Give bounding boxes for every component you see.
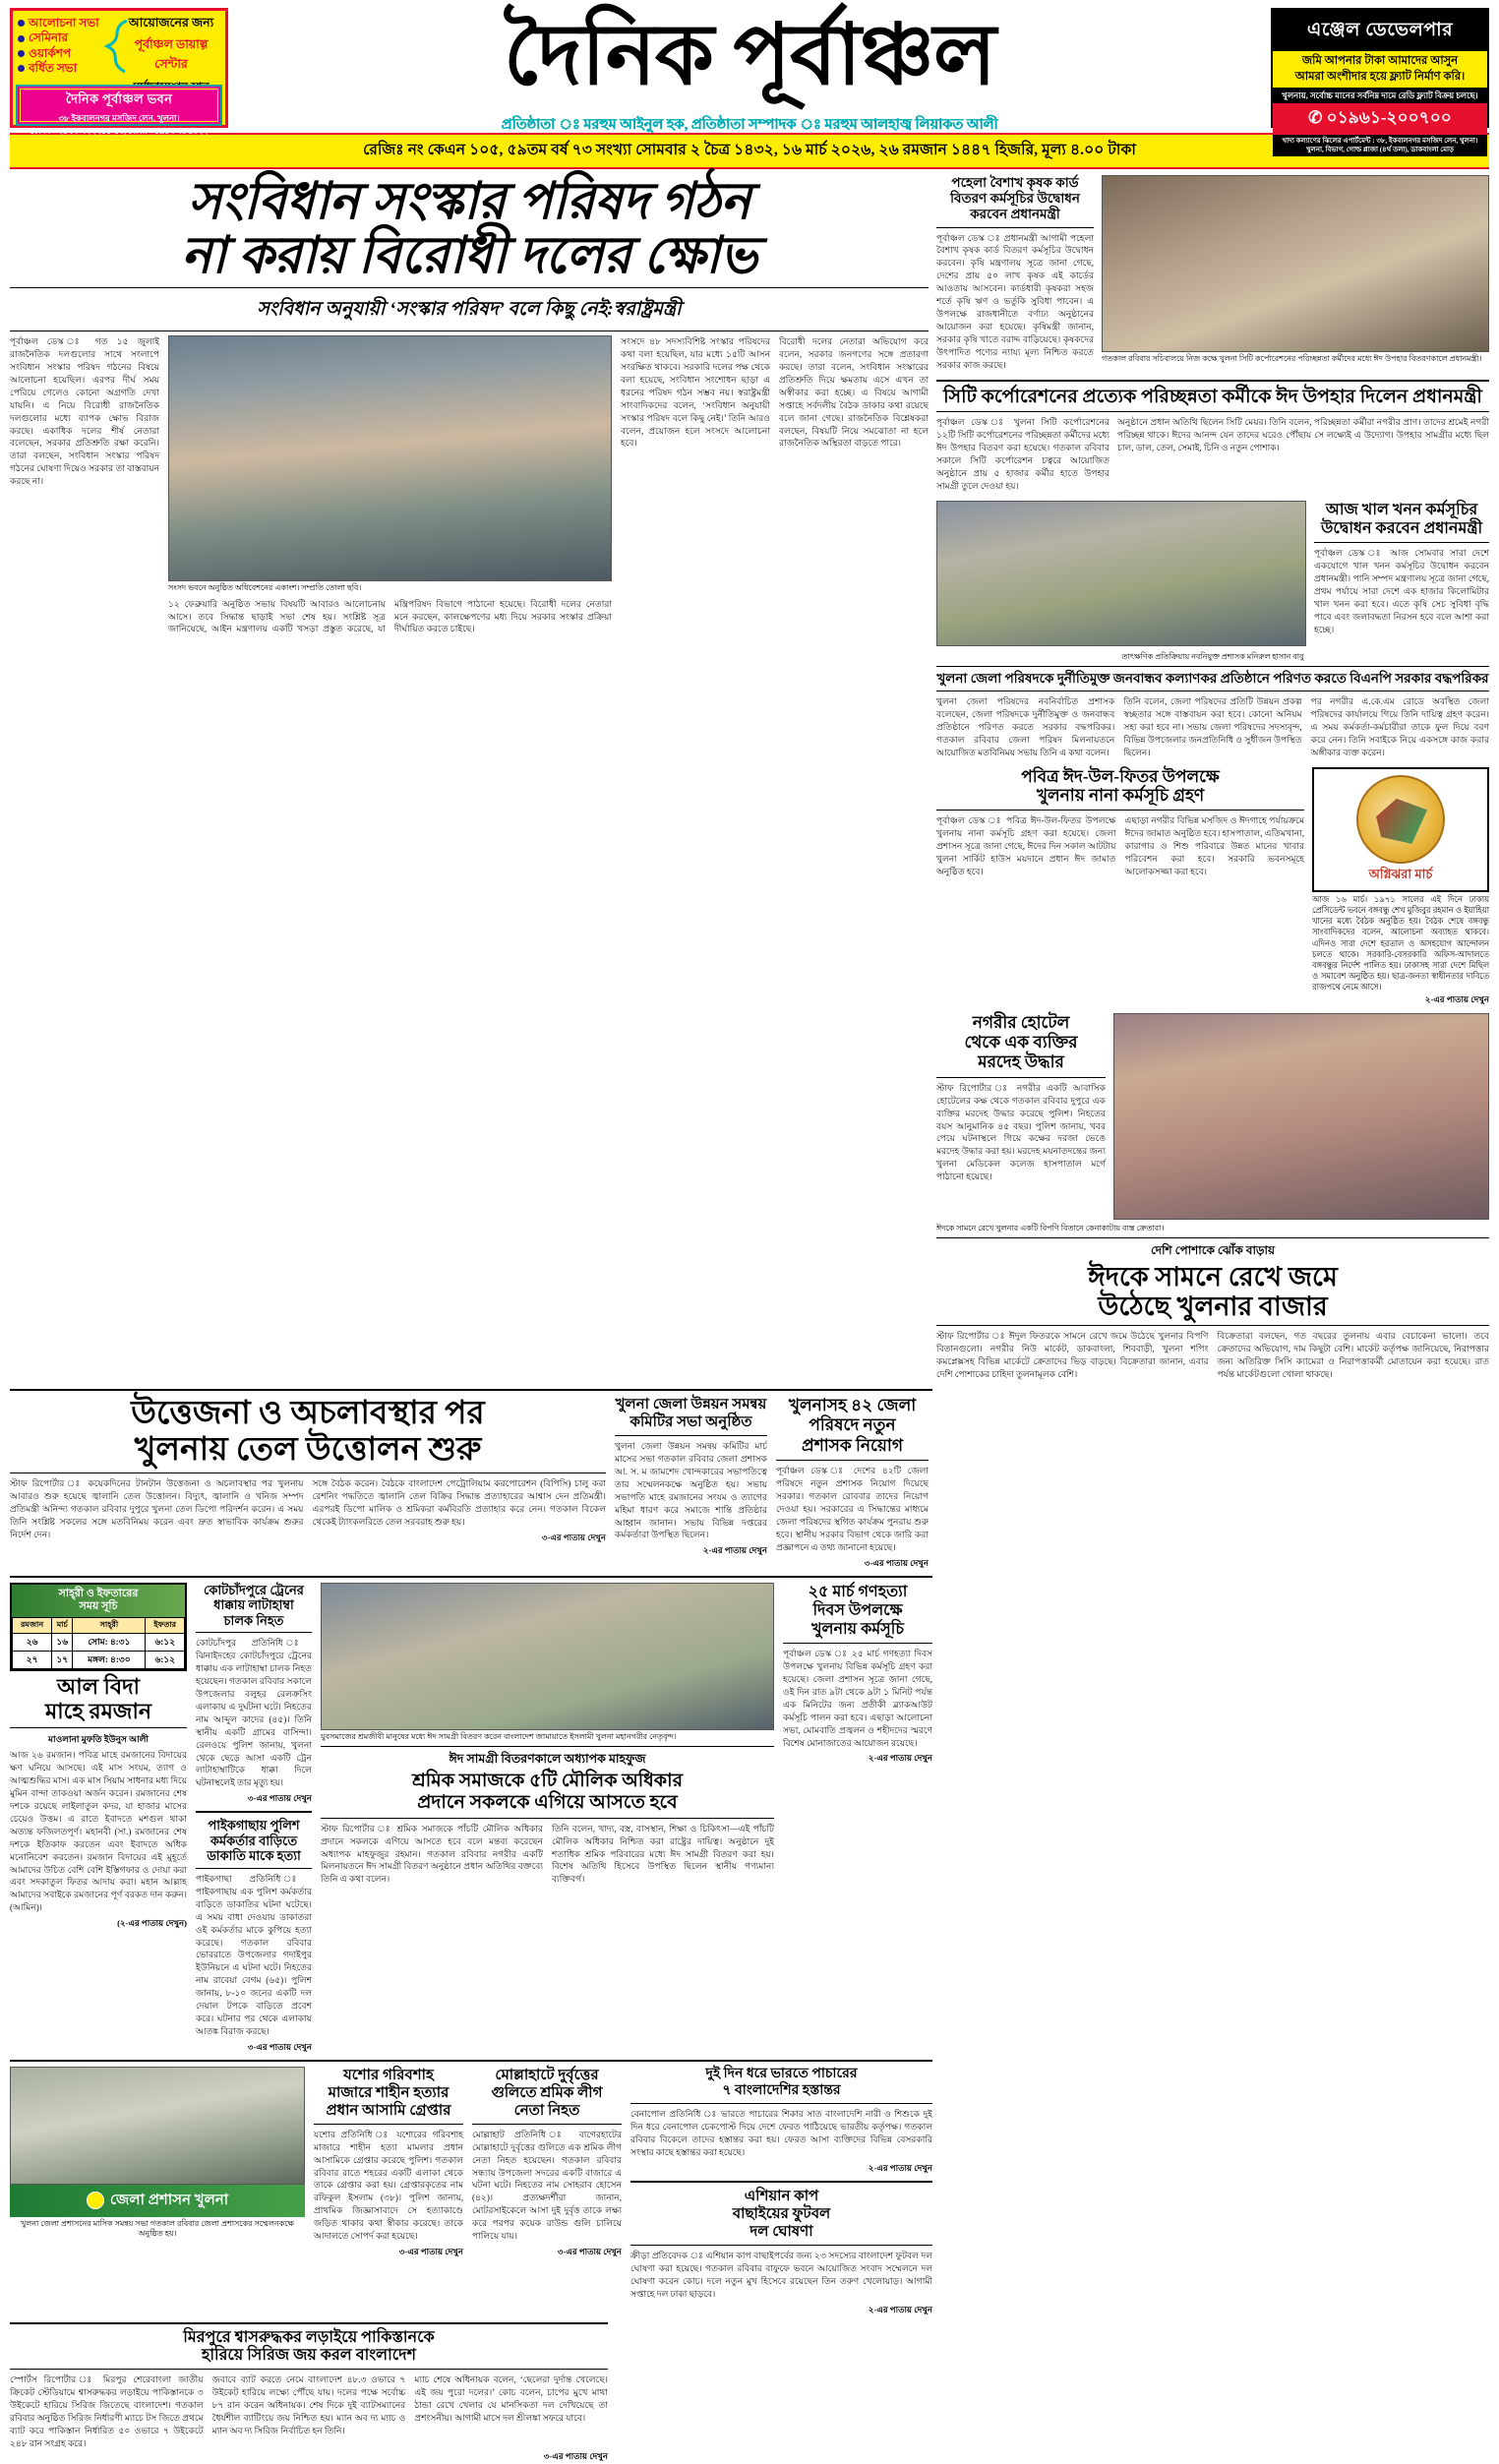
feature-body: আজ ১৬ মার্চ। ১৯৭১ সালের এই দিনে ঢাকায় প্রেসিডেন্ট ভবনে বঙ্গবন্ধু শেখ মুজিবুর রহমান ও ইয়াহিয়া খানের মধ্যে বৈঠক অনুষ্ঠিত হয়। বৈঠক শেষে বঙ্গবন্ধু সাংবাদিকদের বলেন, আলোচনা অব্যাহত থাকবে। এদিনও সারা দেশে হরতাল ও অসহযোগ আন্দোলন চলতে থাকে। সরকারি-বেসরকারি অফিস-আদালতে বঙ্গবন্ধুর নির্দেশ পালিত হয়। ঢাকাসহ সারা দেশে মিছিল ও সমাবেশ অনুষ্ঠিত হয়। ছাত্র-জনতা স্বাধীনতার দাবিতে রাজপথে নেমে আসে। [1312,894,1489,992]
story-robbery [196,1818,312,2055]
ad-copy [119,11,225,84]
photo-caption: যুবসমাজের শ্রমজীবী মানুষের মধ্যে ঈদ সামগ্রী বিতরণ করেন বাংলাদেশ জামায়াতে ইসলামী খুলনা মহানগরীর নেতৃবৃন্দ। [321,1731,677,1741]
rail-row-6 [936,1013,1489,1220]
story-headline-line-1: উত্তেজনা ও অচলাবস্থার পর [131,1396,485,1432]
ad-line-1: আয়োজনের জন্য [128,16,214,30]
rail-row-4 [936,650,1489,762]
divider [936,1237,1489,1238]
rail-row-1 [936,175,1489,375]
divider [10,2060,932,2062]
lead-paragraph: ১২ ফেব্রুয়ারি অনুষ্ঠিত সভায় বিষয়টি আবারও আলোচনায় আসে। তবে সিদ্ধান্ত ছাড়াই সভা শেষ হয়। সংশ্লিষ্ট সূত্র জানিয়েছে, আইন মন্ত্রণালয় একটি খসড়া প্রস্তুত করেছে, যা মন্ত্রিপরিষদ বিভাগে পাঠানো হয়েছে। বিরোধী দলের নেতারা মনে করছেন, কালক্ষেপণের মধ্য দিয়ে সরকার সংস্কার প্রক্রিয়া দীর্ঘায়িত করতে চাইছে। [168,598,612,634]
lead-body-grid [10,335,929,637]
divider [630,2103,932,2104]
building-info-box [16,85,222,136]
story-headline: খুলনা জেলা পরিষদকে দুর্নীতিমুক্ত জনবান্ধব কল্যাণকর প্রতিষ্ঠানে পরিণত করতে বিএনপি সরকার বদ্ধপরিকর [936,671,1489,687]
divider [10,1389,932,1391]
continued-ref: ৩-এর পাতায় দেখুন [247,1793,312,1804]
photo-caption: খুলনা জেলা প্রশাসনের মাসিক সমন্বয় সভা গতকাল রবিবার জেলা প্রশাসকের সম্মেলনকক্ষে অনুষ্ঠিত হয়। [21,2218,294,2239]
story-paragraph: স্টাফ রিপোর্টার ঃ ঈদুল ফিতরকে সামনে রেখে জমে উঠেছে খুলনার বিপণি বিতানগুলো। নগরীর নিউ মার্কেট, ডাকবাংলা, শিববাড়ী, খুলনা শপিং কমপ্লেক্সসহ বিভিন্ন মার্কেটে ক্রেতাদের ভিড় বাড়ছে। বিক্রেতারা জানান, এবার দেশি পোশাকের চাহিদা তুলনামূলক বেশি। [936,1331,1209,1380]
photo-caption: গতকাল রবিবার সচিবালয়ে নিজ কক্ষে খুলনা সিটি কর্পোরেশনের পরিচ্ছন্নতা কর্মীদের মধ্যে ঈদ উপহার বিতরণকালে প্রধানমন্ত্রী। [1102,354,1482,363]
rail-story-1 [936,175,1094,375]
story-headline-line-2: দিবস উপলক্ষে [812,1601,903,1619]
divider [936,666,1489,667]
continued-ref: ৩-এর পাতায় দেখুন [398,2246,463,2256]
divider [936,380,1489,382]
continued-ref: ৩-এর পাতায় দেখুন [543,2450,608,2461]
story-headline-line-1: পাইকগাছায় পুলিশ [208,1818,300,1833]
lead-headline-line-1: সংবিধান সংস্কার পরিষদ গঠন [188,174,750,230]
story-trafficking [630,2067,932,2176]
founder-line: প্রতিষ্ঠাতা ঃ মরহুম আইনুল হক, প্রতিষ্ঠাতা সম্পাদক ঃ মরহুম আলহাজ্ব লিয়াকত আলী [501,117,998,134]
lower-section [10,1583,932,2055]
story-headline-line-1: ঈদকে সামনে রেখে জমে [1088,1262,1338,1292]
cell: ৬:১২ [146,1634,185,1652]
continued-ref: ২-এর পাতায় দেখুন [702,1545,767,1556]
story-headline-line-1: ২৫ মার্চ গণহত্যা [808,1583,908,1600]
ad-line-2: পূর্বাঞ্চল ডায়াল্গ সেন্টার [134,37,209,71]
mid-story-committee [615,1396,767,1571]
story-paragraph: খুলনা জেলা পরিষদের নবনির্বাচিত প্রশাসক বলেছেন, জেলা পরিষদকে দুর্নীতিমুক্ত ও জনবান্ধব প্রতিষ্ঠানে পরিণত করতে সরকার বদ্ধপরিকর। গতকাল রবিবার জেলা পরিষদ মিলনায়তনে আয়োজিত মতবিনিময় সভায় তিনি এ কথা বলেন। [936,696,1115,758]
story-headline-line-1: মোল্লাহাটে দুর্বৃত্তের [495,2067,599,2083]
ramadan-headline-line-2: মাহে রমজান [44,1698,151,1723]
lead-col-1 [10,335,159,637]
story-2-body [936,416,1489,495]
story-paragraph: ম্যাচ শেষে অধিনায়ক বলেন, ‘ছেলেরা দুর্দান্ত খেলেছে। এই জয় পুরো দলের।’ কোচ বলেন, চাপের মুখে মাথা ঠান্ডা রেখে খেলার যে মানসিকতা দল দেখিয়েছে তা প্রশংসনীয়। আগামী মাসে দল শ্রীলঙ্কা সফরে যাবে। [414,2374,608,2424]
oil-body [10,1477,606,1544]
bottom-col-yashore [314,2067,463,2317]
story-headline-line-1: নগরীর হোটেল [972,1012,1070,1032]
lead-paragraph: বিরোধী দলের নেতারা অভিযোগ করে বলেন, সরকার জনগণের সঙ্গে প্রতারণা করছে। তারা বলেন, সংবিধান সংস্কারের প্রতিশ্রুতি দিয়ে ক্ষমতায় এসে এখন তা অস্বীকার করা হচ্ছে। এ বিষয়ে আগামী সপ্তাহে সর্বদলীয় বৈঠক ডাকার কথা রয়েছে বলে জানা গেছে। রাজনৈতিক বিশ্লেষকরা বলছেন, বিষয়টি নিয়ে সমঝোতা না হলে রাজনৈতিক অস্থিরতা বাড়তে পারে। [779,336,929,449]
column-header: ইফতার [146,1618,185,1634]
mid-story-oil [10,1396,606,1571]
story-paragraph: পূর্বাঞ্চল ডেস্ক ঃ খুলনা সিটি কর্পোরেশনের ১২টি সিটি কর্পোরেশনের পরিচ্ছন্নতা কর্মীদের মধ্যে ঈদ উপহার বিতরণ করা হয়েছে। গতকাল রবিবার সকালে সিটি কর্পোরেশন চত্বরে আয়োজিত অনুষ্ঠানে প্রায় ৫ হাজার কর্মীর হাতে উপহার সামগ্রী তুলে দেওয়া হয়। [936,417,1109,491]
flag-box-wrap [1312,767,1489,1007]
eid-distribution-photo [321,1583,774,1730]
bullet-label: সেমিনার [29,30,69,45]
top-section [10,175,1489,1384]
column-header: সাহ্‌রী [73,1618,146,1634]
cell: সোম: ৪:৩১ [73,1634,146,1652]
list-item [18,46,116,61]
story-headline-line-2: কর্মকর্তার বাড়িতে [210,1833,298,1848]
divider [10,2322,608,2324]
divider [321,1746,774,1747]
divider [783,1643,932,1644]
column-header: রমজান [13,1618,52,1634]
bottom-col-mollahat [472,2067,622,2317]
story-paragraph: পূর্বাঞ্চল ডেস্ক ঃ ২৫ মার্চ গণহত্যা দিবস উপলক্ষে খুলনায় বিভিন্ন কর্মসূচি গ্রহণ করা হয়েছে। জেলা প্রশাসন সূত্রে জানা গেছে, ওই দিন রাত ৯টা থেকে ৯টা ১ মিনিট পর্যন্ত এক মিনিটের জন্য প্রতীকী ব্ল্যাকআউট কর্মসূচি পালন করা হবে। এছাড়া আলোচনা সভা, মোমবাতি প্রজ্বলন ও শহীদদের স্মরণে বিশেষ মোনাজাতের আয়োজন রয়েছে। [783,1649,932,1748]
story-paragraph: যশোর প্রতিনিধি ঃ যশোরের গরিবশাহ মাজারে শাহীন হত্যা মামলার প্রধান আসামিকে গ্রেপ্তার করেছে পুলিশ। গতকাল রবিবার রাতে শহরের একটি এলাকা থেকে তাকে গ্রেপ্তার করা হয়। গ্রেপ্তারকৃতের নাম রফিকুল ইসলাম (৩৮)। পুলিশ জানায়, প্রাথমিক জিজ্ঞাসাবাদে সে হত্যাকাণ্ডে জড়িত থাকার কথা স্বীকার করেছে। তাকে আদালতে সোপর্দ করা হয়েছে। [314,2129,463,2242]
story-headline-line-3: নেতা নিহত [513,2102,580,2119]
story-headline-line-1: পবিত্র ঈদ-উল-ফিতর উপলক্ষে [1021,766,1220,786]
rail-photo-3 [1113,1013,1489,1220]
divider [196,1632,312,1633]
story-paragraph: পূর্বাঞ্চল ডেস্ক ঃ দেশের ৪২টি জেলা পরিষদে নতুন প্রশাসক নিয়োগ দিয়েছে সরকার। গতকাল রোববার তাদের নিয়োগ দেওয়া হয়। সরকারের এ সিদ্ধান্তের মাধ্যমে জেলা পরিষদের স্থগিত কার্যক্রম পুনরায় শুরু হবে। স্থানীয় সরকার বিভাগ থেকে জারি করা প্রজ্ঞাপনে এ তথ্য জানানো হয়েছে। [776,1466,929,1552]
lead-paragraph: সংসদে ৪৮ সদস্যবিশিষ্ট সংস্কার পরিষদের কথা বলা হয়েছিল, যার মধ্যে ১৫টি আসন সংরক্ষিত থাকবে। সরকারি দলের পক্ষ থেকে বলা হয়েছে, সংবিধান সংশোধন ছাড়া এ ধরনের পরিষদ গঠন সম্ভব নয়। স্বরাষ্ট্রমন্ত্রী সাংবাদিকদের বলেন, ‘সংবিধান অনুযায়ী সংস্কার পরিষদ বলে কিছু নেই।’ তিনি আরও বলেন, প্রয়োজন হলে সংসদে আলোচনা হবে। [621,336,770,449]
list-item [18,30,116,45]
story-headline-line-2: পরিষদে নতুন [809,1415,896,1435]
story-train-accident [196,1583,312,1807]
divider [776,1460,929,1461]
bottom-col-admin [10,2067,305,2317]
divider [10,2369,608,2370]
squiggle-arrow-icon [103,17,129,78]
cell: মঙ্গল: ৪:৩০ [73,1652,146,1669]
prayer-title-line-1: সাহ্‌রী ও ইফতারের [58,1587,139,1599]
bullet-label: আলোচনা সভা [29,16,99,30]
divider [936,810,1304,811]
story-football [630,2188,932,2317]
feature-title: অগ্নিঝরা মার্চ [1368,866,1433,881]
story-headline-line-3: প্রশাসক নিয়োগ [802,1435,903,1455]
ad-phone-number: ০১৯৬১-২০০৭০০ [1326,108,1452,128]
story-headline-line-2: খুলনায় তেল উত্তোলন শুরু [134,1432,482,1469]
rail-story-2 [936,387,1489,496]
cell: ২৬ [13,1634,52,1652]
story-headline-line-3: খুলনায় কর্মসূচি [811,1620,904,1638]
bullet-dot-icon [18,50,25,57]
story-paragraph: পূর্বাঞ্চল ডেস্ক ঃ পবিত্র ঈদ-উল-ফিতর উপলক্ষে খুলনায় নানা কর্মসূচি গ্রহণ করা হয়েছে। জেলা প্রশাসন সূত্রে জানা গেছে, ঈদের দিন সকাল আটটায় খুলনা সার্কিট হাউস ময়দানে প্রধান ঈদ জামাত অনুষ্ঠিত হবে। [936,815,1116,876]
dc-meeting-photo [10,2067,305,2185]
bullet-label: বর্ধিত সভা [29,61,78,76]
rail-photo-1 [1102,175,1489,375]
photo-caption: ঈদকে সামনে রেখে খুলনার একটি বিপণি বিতানে কেনাকাটায় ব্যস্ত ক্রেতারা। [936,1223,1165,1232]
story-headline-line-2: কমিটির সভা অনুষ্ঠিত [630,1414,752,1431]
story-paragraph: জবাবে ব্যাট করতে নেমে বাংলাদেশ ৪৮.৩ ওভারে ৭ উইকেট হারিয়ে লক্ষ্যে পৌঁছে যায়। দলের পক্ষে সর্বোচ্চ ৮৭ রান করেন অধিনায়ক। শেষ দিকে দুই ব্যাটসম্যানের ধৈর্যশীল ব্যাটিংয়ে জয় নিশ্চিত হয়। ম্যান অব দ্য ম্যাচ ও ম্যান অব দ্য সিরিজ নির্বাচিত হন তিনি। [211,2374,406,2436]
divider [936,227,1094,228]
story-headline-line-2: মাজারে শাহীন হত্যার [328,2084,450,2101]
story-paragraph: পর নগরীর এ.কে.এম রোডে অবস্থিত জেলা পরিষদের কার্যালয়ে গিয়ে তিনি দায়িত্ব গ্রহণ করেন। এ সময় কর্মকর্তা-কর্মচারীরা তাকে ফুল দিয়ে বরণ করে নেন। তিনি সবাইকে নিয়ে একসঙ্গে কাজ করার অঙ্গীকার ব্যক্ত করেন। [1310,696,1489,758]
ad-offer-line-2: আমরা অংশীদার হয়ে ফ্ল্যাট নির্মাণ করি। [1294,70,1466,83]
ad-offer [1273,51,1487,88]
story-headline: পহেলা বৈশাখ কৃষক কার্ড বিতরণ কর্মসূচির উদ্বোধন করবেন প্রধানমন্ত্রী [950,175,1080,222]
rail-story-3 [936,650,1489,762]
story-paragraph: বিক্রেতারা বলছেন, গত বছরের তুলনায় এবার বেচাকেনা ভালো। তবে ক্রেতাদের অভিযোগ, দাম কিছুটা বেশি। মার্কেট কর্তৃপক্ষ জানিয়েছে, নিরাপত্তার জন্য অতিরিক্ত সিসি ক্যামেরা ও নিরাপত্তাকর্মী মোতায়েন করা হয়েছে। রাত পর্যন্ত মার্কেটগুলো খোলা থাকছে। [1217,1331,1489,1380]
ad-offer-line-1: জমি আপনার টাকা আমাদের আসুন [1301,55,1459,67]
column-header: মার্চ [52,1618,73,1634]
story-paragraph: এছাড়া নগরীর বিভিন্ন মসজিদ ও ঈদগাহে পর্যায়ক্রমে ঈদের জামাত অনুষ্ঠিত হবে। হাসপাতাল, এতিমখানা, কারাগার ও শিশু পরিবারে উন্নত মানের খাবার পরিবেশন করা হবে। সরকারি ভবনসমূহে আলোকসজ্জা করা হবে। [1124,815,1304,876]
ramadan-headline-line-1: আল বিদা [56,1674,141,1700]
rail-story-5 [936,767,1304,1007]
story-headline-line-1: আজ খাল খনন কর্মসূচির [1325,501,1478,518]
rail-story-6 [936,1013,1106,1220]
story-headline-line-3: ডাকাতি মাকে হত্যা [207,1848,301,1864]
prayer-title-line-2: সময় সূচি [79,1600,118,1613]
story-headline-line-2: গুলিতে শ্রমিক লীগ [491,2084,603,2101]
cell: ৬:১২ [146,1652,185,1669]
march-feature-box [1312,767,1489,892]
story-headline: সিটি কর্পোরেশনের প্রত্যেক পরিচ্ছন্নতা কর্মীকে ঈদ উপহার দিলেন প্রধানমন্ত্রী [943,386,1482,407]
divider [314,2124,463,2125]
divider [10,1472,606,1473]
table-header-row [13,1618,185,1634]
divider [1314,542,1489,543]
ad-footer-address: খাদ্য কল্যাণের ঝিলের এপার্টমেন্ট : ৩৮, ইকবালনগর মসজিদ লেন, খুলনা। খুলনা, বিভাগ, গোল্ড প্লাজা (৪র্থ তলা), ডাকবাংলা মোড় [1273,135,1487,156]
story-paragraph: খুলনা জেলা উন্নয়ন সমন্বয় কমিটির মার্চ মাসের সভা গতকাল রবিবার জেলা প্রশাসক আ. স. ম জামশেদ খোন্দকারের সভাপতিত্বে তার সম্মেলনকক্ষে অনুষ্ঠিত হয়। সভায় সভাপতি মাহে রমজানের সংযম ও ত্যাগের মহিমা ধারণ করে সমাজে শান্তি প্রতিষ্ঠার আহ্বান জানান। সভায় বিভিন্ন দপ্তরের কর্মকর্তারা উপস্থিত ছিলেন। [615,1441,767,1540]
parliament-photo [168,335,612,581]
right-rail [936,175,1489,1384]
story-kicker: দেশি পোশাকে ঝোঁক বাড়ায় [1150,1243,1276,1257]
divider [10,287,929,288]
masthead-left-ad [10,8,228,136]
lower-col-a [10,1583,187,2055]
lower-col-c [321,1583,774,2055]
masthead-right-ad[interactable] [1271,8,1489,153]
story-headline-line-3: প্রধান আসামি গ্রেপ্তার [326,2102,451,2119]
story-kicker: ঈদ সামগ্রী বিতরণকালে অধ্যাপক মাহফুজ [449,1752,646,1766]
lead-center-col [168,335,612,637]
story-paragraph: সঙ্গে বৈঠক করেন। বৈঠকে বাংলাদেশ পেট্রোলিয়াম করপোরেশন (বিপিসি) চালু করা রেশনিং পদ্ধতিতে জ্বালানি তেল বিক্রির সিদ্ধান্ত প্রত্যাহারের আশ্বাস দেন প্রতিমন্ত্রী। এরপরই ডিপো মালিক ও শ্রমিকরা কর্মবিরতি প্রত্যাহার করে নেন। গতকাল বিকেল থেকেই ট্যাংকলরিতে তেল সরবরাহ শুরু হয়। [312,1478,606,1527]
list-item [18,16,116,30]
cell: ১৬ [52,1634,73,1652]
issue-date-bar: রেজিঃ নং কেএন ১০৫, ৫৯তম বর্ষ ৭৩ সংখ্যা সোমবার ২ চৈত্র ১৪৩২, ১৬ মার্চ ২০২৬, ২৬ রমজান ১৪৪৭ হিজরি, মূল্য ৪.০০ টাকা [10,133,1489,169]
story-paragraph: স্টাফ রিপোর্টার ঃ শ্রমিক সমাজকে পাঁচটি মৌলিক অধিকার প্রদানে সকলকে এগিয়ে আসতে হবে বলে মন্তব্য করেছেন অধ্যাপক মাহফুজুর রহমান। গতকাল রবিবার নগরীর একটি মিলনায়তনে ঈদ সামগ্রী বিতরণ অনুষ্ঠানে প্রধান অতিথির বক্তব্যে তিনি এ কথা বলেন। [321,1823,543,1885]
story-headline-line-1: এশিয়ান কাপ [744,2189,819,2205]
district-admin-banner [10,2185,305,2217]
building-phone: ফোন : ০২৪৭৭-৭২২২৫১-৫৩, মোবা: ০১৯১৭-৩৮৬৩২২ [30,127,209,136]
divider [936,1325,1489,1326]
page-title: দৈনিক পূর্বাঞ্চল [504,8,995,102]
reception-photo [936,501,1306,646]
lower-col-d [783,1583,932,2055]
story-paragraph: পাইকগাছা প্রতিনিধি ঃ পাইকগাছায় এক পুলিশ কর্মকর্তার বাড়িতে ডাকাতির ঘটনা ঘটেছে। এ সময় বাধা দেওয়ায় ডাকাতরা ওই কর্মকর্তার মাকে কুপিয়ে হত্যা করেছে। গতকাল রবিবার ভোররাতে উপজেলার গদাইপুর ইউনিয়নে এ ঘটনা ঘটে। নিহতের নাম রাবেয়া বেগম (৬৫)। পুলিশ জানায়, ৮-১০ জনের একটি দল দেয়াল টপকে বাড়িতে প্রবেশ করে। ঘটনার পর থেকে এলাকায় আতঙ্ক বিরাজ করছে। [196,1874,312,2036]
seal-icon [87,2192,104,2209]
market-photo [1113,1013,1489,1220]
story-paragraph: মোল্লাহাট প্রতিনিধি ঃ বাগেরহাটের মোল্লাহাটে দুর্বৃত্তের গুলিতে এক শ্রমিক লীগ নেতা নিহত হয়েছেন। গতকাল রবিবার সন্ধ্যায় উপজেলা সদরের একটি বাজারে এ ঘটনা ঘটে। নিহতের নাম সোহরাব হোসেন (৪২)। প্রত্যক্ষদর্শীরা জানান, মোটরসাইকেলে আসা দুই দুর্বৃত্ত তাকে লক্ষ্য করে পরপর কয়েক রাউন্ড গুলি চালিয়ে পালিয়ে যায়। [472,2129,622,2242]
dialog-center-ad [13,11,225,84]
photo-caption: সংসদ ভবনে অনুষ্ঠিত অধিবেশনের একাংশ। সম্প্রতি তোলা ছবি। [168,583,362,593]
story-paragraph: স্টাফ রিপোর্টার ঃ কয়েকদিনের টানটান উত্তেজনা ও অচলাবস্থার পর খুলনায় আবারও শুরু হয়েছে জ্বালানি তেল উত্তোলন। বিদ্যুৎ, জ্বালানি ও খনিজ সম্পদ প্রতিমন্ত্রী অনিন্দ্য গতকাল রবিবার দুপুরে খুলনা তেল ডিপো পরিদর্শন করেন। এ সময় তিনি সংশ্লিষ্ট সকলের সঙ্গে মতবিনিময় করেন এবং দ্রুত স্বাভাবিক কার্যক্রম শুরুর নির্দেশ দেন। [10,1478,304,1539]
story-headline-line-2: ধাক্কায় লাটাহাম্বা [213,1597,294,1613]
rail-photo-2 [936,501,1306,646]
story-paragraph: বেনাপোল প্রতিনিধি ঃ ভারতে পাচারের শিকার সাত বাংলাদেশি নারী ও শিশুকে দুই দিন ধরে বেনাপোল চেকপোস্ট দিয়ে দেশে ফেরত পাঠিয়েছে ভারতীয় কর্তৃপক্ষ। গতকাল রবিবার বিকেলে তাদের হস্তান্তর করা হয়। ফেরত আসা ব্যক্তিদের বিভিন্ন বেসরকারি সংস্থার কাছে হস্তান্তর করা হয়েছে। [630,2109,932,2158]
divider [10,1727,187,1728]
building-address: ৩৮ ইকবালনগর মসজিদ লেন, খুলনা। [58,113,180,123]
divider [321,1818,774,1819]
prayer-box-title [12,1585,185,1618]
story-paragraph: পূর্বাঞ্চল ডেস্ক ঃ আজ সোমবার সারা দেশে একযোগে খাল খনন কর্মসূচির উদ্বোধন করবেন প্রধানমন্ত্রী। পানি সম্পদ মন্ত্রণালয় সূত্রে জানা গেছে, প্রথম পর্যায়ে সারা দেশে এক হাজার কিলোমিটার খাল খনন করা হবে। এতে কৃষি সেচ সুবিধা বৃদ্ধি পাবে এবং জলাবদ্ধতা নিরসন হবে বলে আশা করা হচ্ছে। [1314,548,1489,634]
story-paragraph: কোটচাঁদপুর প্রতিনিধি ঃ ঝিনাইদহের কোটচাঁদপুরে ট্রেনের ধাক্কায় এক লাটাহাম্বা চালক নিহত হয়েছেন। গতকাল রবিবার সকালে উপজেলার বলুহর রেলক্রসিং এলাকায় এ দুর্ঘটনা ঘটে। নিহতের নাম আব্দুল কাদের (৪৫)। তিনি স্থানীয় একটি গ্রামের বাসিন্দা। রেলওয়ে পুলিশ জানায়, খুলনা থেকে ছেড়ে আসা একটি ট্রেন লাটাহাম্বাটিকে ধাক্কা দিলে ঘটনাস্থলেই তার মৃত্যু হয়। [196,1638,312,1788]
story-headline-line-2: থেকে এক ব্যক্তির [964,1033,1078,1052]
table-row [13,1634,185,1652]
divider [472,2124,622,2125]
bottom-section [10,2067,932,2317]
continued-ref: ৩-এর পাতায় দেখুন [247,2041,312,2052]
nameplate-block [234,8,1265,134]
story-headline-line-1: কোটচাঁদপুরে ট্রেনের [204,1582,304,1597]
ad-availability: খুলনায়, সর্বোচ্চ মানের সর্বনিম্ন দামে রেডি ফ্ল্যাট বিক্রয় চলছে। [1273,88,1487,103]
story-headline-line-2: বাছাইয়ের ফুটবল [732,2206,831,2223]
divider [936,411,1489,412]
mid-section [10,1396,932,1571]
lead-paragraph: পূর্বাঞ্চল ডেস্ক ঃ গত ১৫ জুলাই রাজনৈতিক দলগুলোর সাথে সংলাপে সংবিধান সংস্কার পরিষদ গঠনের বিষয়ে আলোচনা হয়েছিল। এরপর দীর্ঘ সময় পেরিয়ে গেলেও কোনো অগ্রগতি দেখা যায়নি। এ নিয়ে বিরোধী রাজনৈতিক দলগুলোর মধ্যে ব্যাপক ক্ষোভ বিরাজ করছে। একাধিক দলের শীর্ষ নেতারা বলেছেন, সরকার প্রতিশ্রুতি রক্ষা করেনি। তারা বলছেন, সংবিধান সংস্কার পরিষদ গঠনের ঘোষণা দিয়েও সরকার তা বাস্তবায়ন করছে না। [10,336,159,487]
divider [630,2245,932,2246]
divider [196,1868,312,1869]
prayer-times-box [10,1583,187,1672]
divider [936,1077,1106,1078]
divider [196,1811,312,1813]
rail-story-7 [936,1224,1489,1384]
flag-emblem-icon [1356,775,1445,864]
story-paragraph: স্পোর্টস রিপোর্টার ঃ মিরপুর শেরেবাংলা জাতীয় ক্রিকেট স্টেডিয়ামে শ্বাসরুদ্ধকর লড়াইয়ে পাকিস্তানকে ৩ উইকেটে হারিয়ে সিরিজ জিতেছে বাংলাদেশ। গতকাল রবিবার অনুষ্ঠিত সিরিজ নির্ধারণী ম্যাচে টস জিতে প্রথমে ব্যাট করে পাকিস্তান নির্ধারিত ৫০ ওভারে ৭ উইকেটে ২৪৮ রান সংগ্রহ করে। [10,2374,204,2448]
phone-icon: ✆ [1308,108,1323,128]
lead-subheadline: সংবিধান অনুযায়ী ‘সংস্কার পরিষদ’ বলে কিছু নেই:স্বরাষ্ট্রমন্ত্রী [257,299,682,321]
pm-handover-photo [1102,175,1489,352]
table-row [13,1652,185,1669]
story-headline-line-3: প্রদানে সকলকে এগিয়ে আসতে হবে [417,1791,678,1813]
story-headline-line-3: চালক নিহত [223,1612,284,1628]
sports-story [10,2329,608,2464]
story-paragraph: পূর্বাঞ্চল ডেস্ক ঃ প্রধানমন্ত্রী আগামী পহেলা বৈশাখ কৃষক কার্ড বিতরণ কর্মসূচির উদ্বোধন করবেন। কৃষি মন্ত্রণালয় সূত্রে জানা গেছে, দেশের প্রায় ৫০ লাখ কৃষক এই কার্ডের আওতায় আসবেন। কার্ডধারী কৃষকরা সহজ শর্তে কৃষি ঋণ ও ভর্তুকি সুবিধা পাবেন। এ উপলক্ষে রাজধানীতে বর্ণাঢ্য অনুষ্ঠানের আয়োজন করা হয়েছে। কৃষিমন্ত্রী জানান, সরকার কৃষি খাতে বরাদ্দ বাড়িয়েছে। কৃষকদের উৎপাদিত পণ্যের ন্যায্য মূল্য নিশ্চিত করতে সরকার কাজ করছে। [936,232,1094,370]
story-paragraph: তিনি বলেন, জেলা পরিষদের প্রতিটি উন্নয়ন প্রকল্প স্বচ্ছতার সঙ্গে বাস্তবায়ন করা হবে। কোনো অনিয়ম সহ্য করা হবে না। সভায় জেলা পরিষদের সদস্যবৃন্দ, বিভিন্ন উপজেলার জনপ্রতিনিধি ও সুধীজন উপস্থিত ছিলেন। [1123,696,1302,758]
continued-ref: ২-এর পাতায় দেখুন [868,1753,932,1764]
cell: ১৭ [52,1652,73,1669]
photo-caption: তাৎক্ষণিক প্রতিক্রিয়ায় নবনিযুক্ত প্রশাসক মনিরুল হাসান বাবু [1121,651,1304,661]
lower-col-b [196,1583,312,2055]
continued-ref: ৩-এর পাতায় দেখুন [864,1557,929,1568]
divider [630,2181,932,2183]
ad-phone-row[interactable] [1273,103,1487,135]
advertiser-name: এঞ্জেল ডেভেলপার [1273,10,1487,51]
banner-label: জেলা প্রশাসন খুলনা [109,2192,229,2208]
story-headline-line-1: যশোর গরিবশাহ [343,2067,434,2083]
continued-ref: ২-এর পাতায় দেখুন [868,2304,932,2314]
story-headline-line-2: খুলনায় নানা কর্মসূচি গ্রহণ [1036,786,1205,806]
continued-ref: ২-এর পাতায় দেখুন [868,2163,932,2174]
cell: ২৭ [13,1652,52,1669]
continued-ref: ৩-এর পাতায় দেখুন [541,1532,606,1542]
byline: মাওলানা মুফতি ইউনুস আলী [48,1734,149,1745]
bottom-col-misc [630,2067,932,2317]
lead-headline-line-2: না করায় বিরোধী দলের ক্ষোভ [181,228,757,285]
rail-row-3 [936,501,1489,646]
rail-row-5 [936,767,1489,1007]
story-headline-line-2: শ্রমিক সমাজকে ৫টি মৌলিক অধিকার [411,1771,684,1791]
bullet-dot-icon [18,35,25,42]
continued-ref: ৩-এর পাতায় দেখুন [557,2246,622,2256]
story-headline-line-2: ৭ বাংলাদেশির হস্তান্তর [722,2082,841,2098]
story-headline-line-1: মিরপুরে শ্বাসরুদ্ধকর লড়াইয়ে পাকিস্তানকে [183,2328,435,2346]
mid-story-districts [776,1396,929,1571]
story-paragraph: আজ ২৬ রমজান। পবিত্র মাহে রমজানের বিদায়ের ক্ষণ ঘনিয়ে আসছে। এই মাস সংযম, ত্যাগ ও আত্মশুদ্ধির মাস। এক মাস সিয়াম সাধনার মধ্য দিয়ে মুমিন বান্দা তাকওয়া অর্জন করেন। রমজানের শেষ দশকে রয়েছে লাইলাতুল কদর, যা হাজার মাসের চেয়েও উত্তম। এ রাতে ইবাদতে মশগুল থাকা অত্যন্ত ফজিলতপূর্ণ। মহানবী (সা.) রমজানের শেষ দশকে ইতিকাফ করতেন এবং ইবাদতে অধিক মনোনিবেশ করতেন। রমজান বিদায়ের এই মুহূর্তে আমাদের উচিত বেশি বেশি ইস্তিগফার ও দোয়া করা এবং সদকাতুল ফিতর আদায় করা। মহান আল্লাহ আমাদের সবাইকে রমজানের পূর্ণ বরকত দান করুন। (আমিন)। [10,1750,187,1913]
bullet-dot-icon [18,20,25,27]
bullet-dot-icon [18,65,25,72]
lead-story [10,175,929,1384]
continued-ref: ২-এর পাতায় দেখুন [1424,993,1489,1004]
prayer-times-table [12,1617,185,1669]
bullet-label: ওয়ার্কশপ [29,45,72,60]
lead-col-3 [621,335,770,637]
building-name: দৈনিক পূর্বাঞ্চল ভবন [65,91,173,106]
story-paragraph: তিনি বলেন, খাদ্য, বস্ত্র, বাসস্থান, শিক্ষা ও চিকিৎসা—এই পাঁচটি মৌলিক অধিকার নিশ্চিত করা রাষ্ট্রের দায়িত্ব। অনুষ্ঠানে দুই শতাধিক শ্রমিক পরিবারের মধ্যে ঈদ সামগ্রী বিতরণ করা হয়। বিশেষ অতিথি হিসেবে উপস্থিত ছিলেন স্থানীয় গণ্যমান্য ব্যক্তিবর্গ। [552,1823,774,1885]
continued-ref: (২-এর পাতায় দেখুন) [117,1918,187,1929]
story-headline-line-2: হারিয়ে সিরিজ জয় করল বাংলাদেশ [201,2347,417,2365]
story-headline-line-1: খুলনা জেলা উন্নয়ন সমন্বয় [615,1397,767,1413]
story-headline-line-2: উদ্বোধন করবেন প্রধানমন্ত্রী [1320,520,1483,537]
list-item [18,61,116,76]
story-paragraph: ক্রীড়া প্রতিবেদক ঃ এশিয়ান কাপ বাছাইপর্বের জন্য ২৩ সদস্যের বাংলাদেশ ফুটবল দল ঘোষণা করা হয়েছে। গতকাল রবিবার বাফুফে ভবনে আয়োজিত সংবাদ সম্মেলনে দল ঘোষণা করেন কোচ। দলে নতুন মুখ হিসেবে রয়েছেন তিন তরুণ খেলোয়াড়। আগামী সপ্তাহে দল ঢাকা ছাড়বে। [630,2251,932,2299]
lead-col-4 [779,335,929,637]
story-headline-line-1: খুলনাসহ ৪২ জেলা [788,1396,917,1415]
story-headline-line-3: মরদেহ উদ্ধার [978,1052,1064,1072]
story-paragraph: স্টাফ রিপোর্টার ঃ নগরীর একটি আবাসিক হোটেলের কক্ষ থেকে গতকাল রবিবার দুপুরে এক ব্যক্তির মরদেহ উদ্ধার করেছে পুলিশ। নিহতের বয়স আনুমানিক ৪৫ বছর। পুলিশ জানায়, খবর পেয়ে ঘটনাস্থলে গিয়ে কক্ষের দরজা ভেঙে মরদেহ উদ্ধার করা হয়। মরদেহ ময়নাতদন্তের জন্য খুলনা মেডিকেল কলেজ হাসপাতাল মর্গে পাঠানো হয়েছে। [936,1082,1106,1182]
divider [615,1435,767,1436]
story-headline-line-1: দুই দিন ধরে ভারতে পাচারের [705,2066,858,2081]
story-headline-line-2: উঠেছে খুলনার বাজার [1098,1292,1328,1322]
story-paragraph: অনুষ্ঠানে প্রধান অতিথি ছিলেন সিটি মেয়র। তিনি বলেন, পরিচ্ছন্নতা কর্মীরা নগরীর প্রাণ। তাদের শ্রমেই নগরী পরিচ্ছন্ন থাকে। ঈদের আনন্দ যেন তাদের ঘরেও পৌঁছায় সে লক্ষ্যেই এ উদ্যোগ। উপহার সামগ্রীর মধ্যে ছিল চাল, ডাল, তেল, সেমাই, চিনি ও নতুন পোশাক। [1117,417,1489,453]
divider [10,1576,932,1578]
story-headline-line-3: দল ঘোষণা [750,2224,813,2241]
rail-story-4 [1314,501,1489,646]
